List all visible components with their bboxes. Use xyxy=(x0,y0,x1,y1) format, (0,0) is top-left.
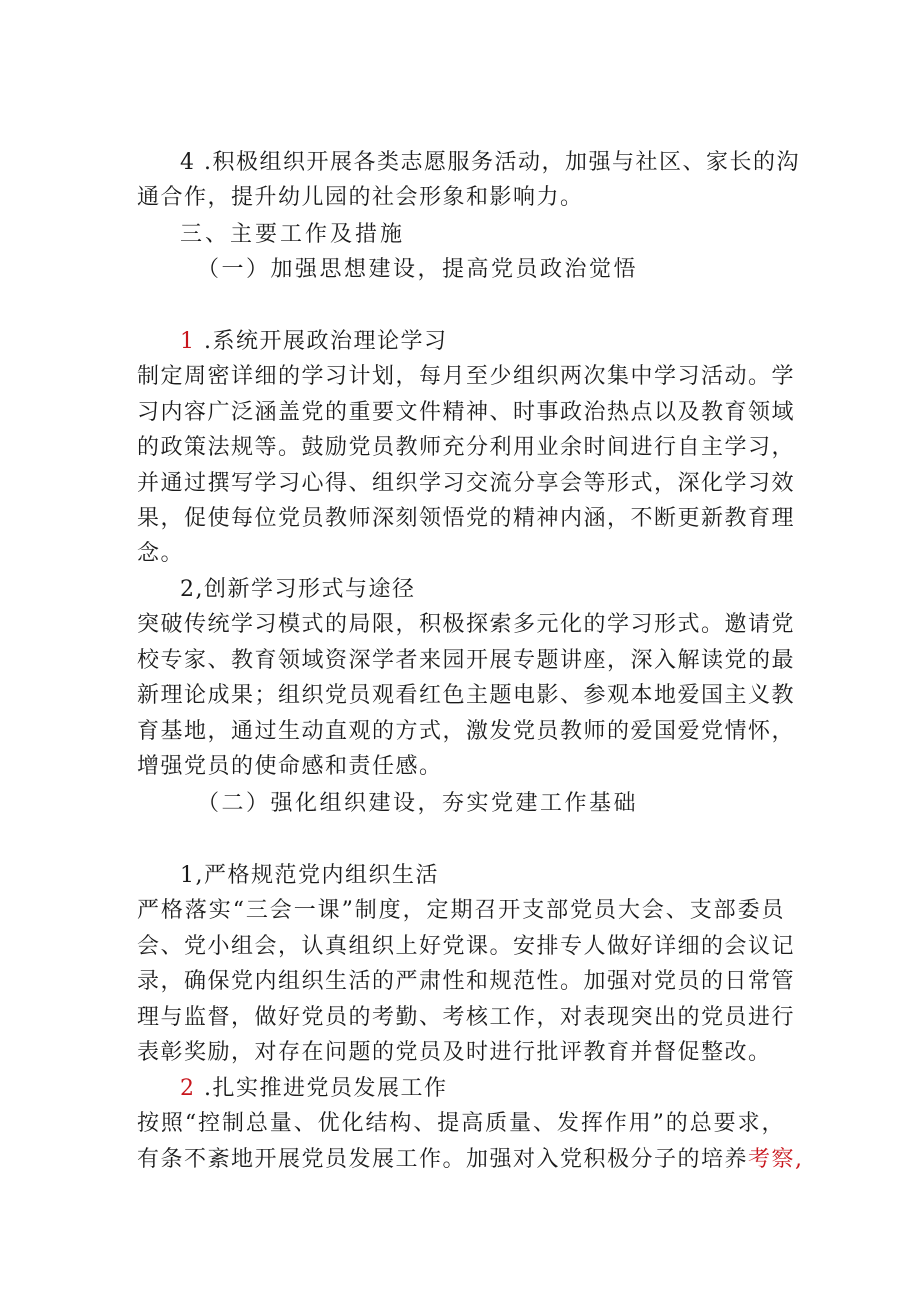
paragraph-4-number: 4 xyxy=(180,150,196,175)
item-1-heading xyxy=(180,324,448,360)
item-4-body-line-2-text: 有条不紊地开展党员发展工作。加强对入党积极分子的培养 xyxy=(137,1147,749,1172)
item-1-title: .系统开展政治理论学习 xyxy=(204,329,448,354)
item-2-body-line-2: 校专家、教育领域资深学者来园开展专题讲座，深入解读党的最 xyxy=(137,648,796,673)
item-1-body-line-2: 习内容广泛涵盖党的重要文件精神、时事政治热点以及教育领域 xyxy=(137,400,796,425)
subsection-2-heading: （二）强化组织建设，夯实党建工作基础 xyxy=(197,791,639,816)
item-3-body-line-3: 录，确保党内组织生活的严肃性和规范性。加强对党员的日常管 xyxy=(137,969,796,994)
item-1-body-line-4: 并通过撰写学习心得、组织学习交流分享会等形式，深化学习效 xyxy=(137,471,796,496)
item-4-title: .扎实推进党员发展工作 xyxy=(204,1076,448,1101)
section-3-heading: 三、主要工作及措施 xyxy=(180,222,406,247)
paragraph-4-text: .积极组织开展各类志愿服务活动，加强与社区、家长的沟 xyxy=(204,150,800,175)
paragraph-4-line-2: 通合作，提升幼儿园的社会形象和影响力。 xyxy=(137,185,584,210)
item-2-body-line-1: 突破传统学习模式的局限，积极探索多元化的学习形式。邀请党 xyxy=(137,612,796,637)
item-1-body-line-1: 制定周密详细的学习计划，每月至少组织两次集中学习活动。学 xyxy=(137,364,796,389)
subsection-1-heading: （一）加强思想建设，提高党员政治觉悟 xyxy=(197,257,639,282)
item-4-body-line-2-highlight: 考察, xyxy=(748,1147,804,1172)
item-2-body-line-5: 增强党员的使命感和责任感。 xyxy=(137,754,443,779)
item-1-body-line-5: 果，促使每位党员教师深刻领悟党的精神内涵，不断更新教育理 xyxy=(137,506,796,531)
item-3-body-line-1: 严格落实“三会一课”制度，定期召开支部党员大会、支部委员 xyxy=(137,898,785,923)
item-1-number: 1 xyxy=(180,329,196,354)
item-4-number: 2 xyxy=(180,1076,196,1101)
item-4-heading xyxy=(180,1071,448,1107)
item-1-body-line-6: 念。 xyxy=(137,541,185,566)
item-2-body-line-4: 育基地，通过生动直观的方式，激发党员教师的爱国爱党情怀， xyxy=(137,719,796,744)
item-3-body-line-4: 理与监督，做好党员的考勤、考核工作，对表现突出的党员进行 xyxy=(137,1005,796,1030)
item-3-body-line-5: 表彰奖励，对存在问题的党员及时进行批评教育并督促整改。 xyxy=(137,1040,772,1065)
item-4-body-line-2 xyxy=(137,1142,804,1178)
item-3-heading: 1,严格规范党内组织生活 xyxy=(180,863,439,888)
item-2-body-line-3: 新理论成果；组织党员观看红色主题电影、参观本地爱国主义教 xyxy=(137,683,796,708)
item-1-body-line-3: 的政策法规等。鼓励党员教师充分利用业余时间进行自主学习， xyxy=(137,435,796,460)
paragraph-4-line-1 xyxy=(180,145,800,181)
item-3-body-line-2: 会、党小组会，认真组织上好党课。安排专人做好详细的会议记 xyxy=(137,934,796,959)
item-4-body-line-1: 按照“控制总量、优化结构、提高质量、发挥作用”的总要求， xyxy=(137,1111,785,1136)
item-2-heading: 2,创新学习形式与途径 xyxy=(180,577,416,602)
